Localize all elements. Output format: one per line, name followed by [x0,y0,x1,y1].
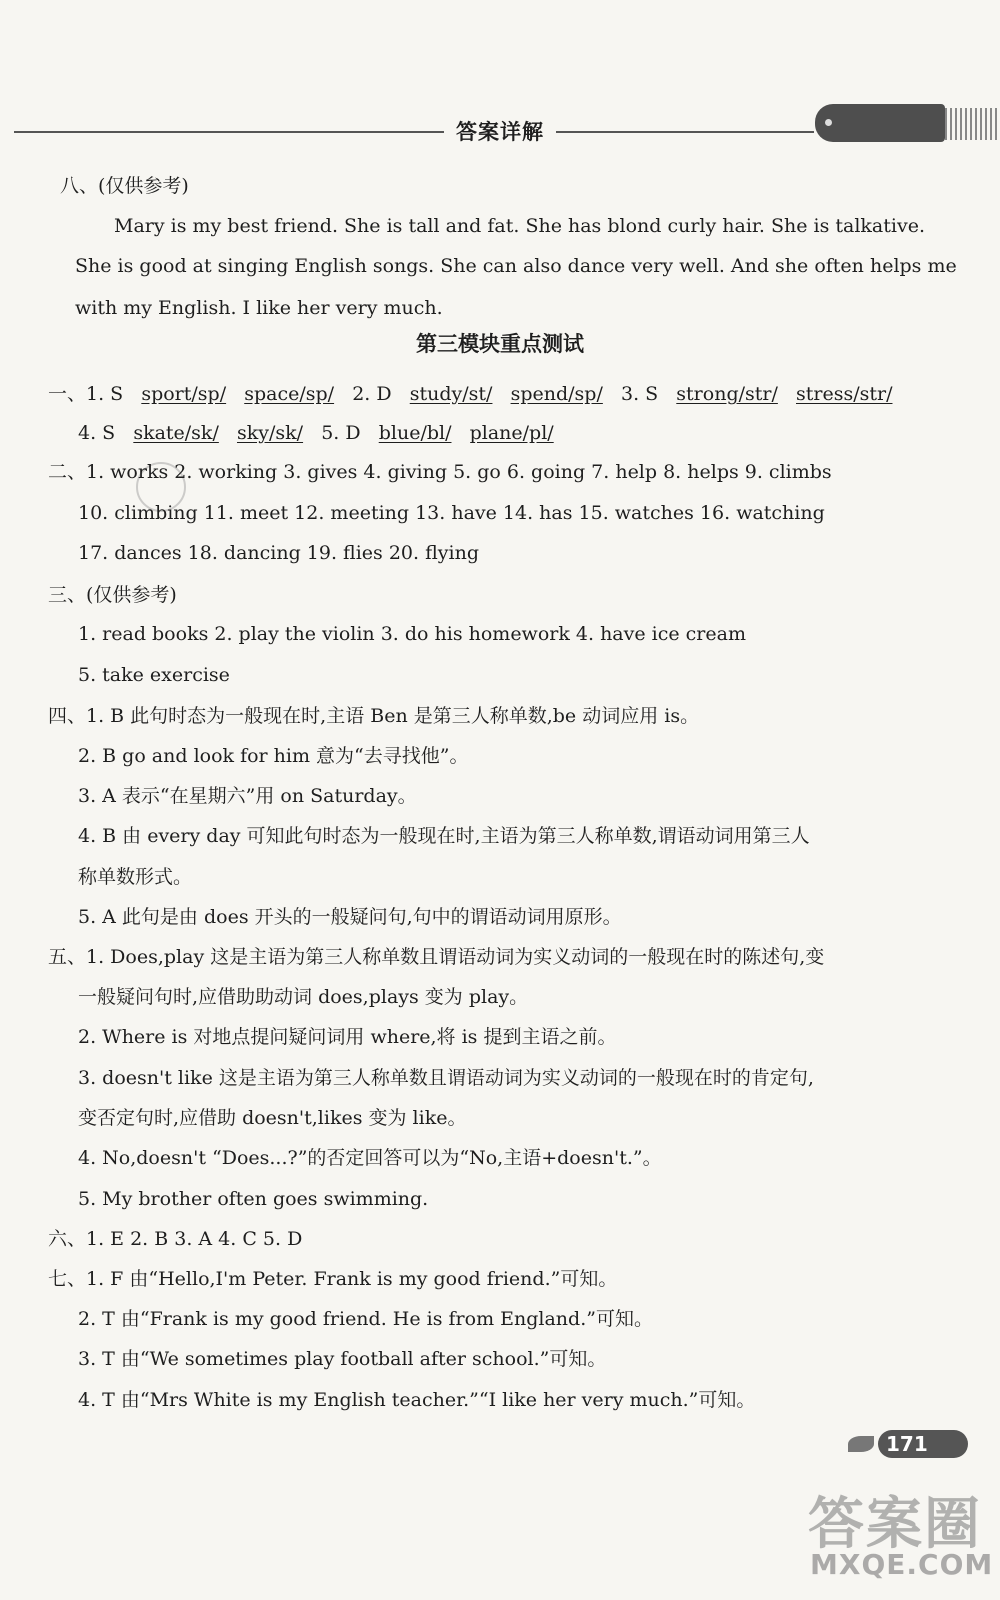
q1-item-label: 一、1. S [48,383,124,405]
q1-line-2 [78,420,554,446]
q1-item-label: 3. S [620,383,659,405]
q1-word: study/st/ [409,383,493,405]
q3-line-1: 1. read books 2. play the violin 3. do his homework 4. have ice cream [78,623,746,645]
section8-line-3: with my English. I like her very much. [75,297,443,319]
module-title: 第三模块重点测试 [416,332,584,356]
page-number: 171 [886,1432,928,1456]
q1-word: sport/sp/ [141,383,227,405]
q1-item-label: 5. D [321,422,361,444]
q1-line-1 [48,381,892,407]
q1-item-label: 2. D [352,383,392,405]
watermark-logo: 答案圈 [808,1492,982,1557]
q4-line-4: 4. B 由 every day 可知此句时态为一般现在时,主语为第三人称单数,谓语动词用第三人 [78,825,810,847]
q1-word: blue/bl/ [378,422,452,444]
q7-line-4: 4. T 由“Mrs White is my English teacher.”“I like her very much.”可知。 [78,1389,756,1411]
section8-line-1: Mary is my best friend. She is tall and fat. She has blond curly hair. She is talkative. [114,215,925,237]
q5-line-6: 4. No,doesn't “Does...?”的否定回答可以为“No,主语+doesn't.”。 [78,1147,662,1169]
header-stripes-decoration [945,108,1000,140]
q5-line-3: 2. Where is 对地点提问疑问词用 where,将 is 提到主语之前。 [78,1026,617,1048]
q4-line-1: 四、1. B 此句时态为一般现在时,主语 Ben 是第三人称单数,be 动词应用 is。 [48,705,700,727]
q7-line-1: 七、1. F 由“Hello,I'm Peter. Frank is my good friend.”可知。 [48,1268,618,1290]
section8-line-2: She is good at singing English songs. She can also dance very well. And she often helps me [75,255,957,277]
q1-word: sky/sk/ [236,422,304,444]
header-tab-decoration [815,104,945,142]
q4-line-2: 2. B go and look for him 意为“去寻找他”。 [78,745,469,767]
q1-word: skate/sk/ [133,422,219,444]
q4-line-6: 5. A 此句是由 does 开头的一般疑问句,句中的谓语动词用原形。 [78,906,622,928]
q6-line: 六、1. E 2. B 3. A 4. C 5. D [48,1228,303,1250]
leaf-icon [848,1436,874,1452]
q1-word: space/sp/ [244,383,335,405]
q1-word: strong/str/ [676,383,778,405]
q5-line-7: 5. My brother often goes swimming. [78,1188,429,1210]
q1-word: stress/str/ [796,383,893,405]
q7-line-3: 3. T 由“We sometimes play football after school.”可知。 [78,1348,607,1370]
q3-heading: 三、(仅供参考) [48,584,177,606]
section8-heading: 八、(仅供参考) [60,175,189,197]
q2-line-2: 10. climbing 11. meet 12. meeting 13. have 14. has 15. watches 16. watching [78,502,825,524]
q4-line-5: 称单数形式。 [78,866,193,888]
q5-line-5: 变否定句时,应借助 doesn't,likes 变为 like。 [78,1107,467,1129]
q1-item-label: 4. S [78,422,116,444]
q1-word: plane/pl/ [469,422,554,444]
q5-line-1: 五、1. Does,play 这是主语为第三人称单数且谓语动词为实义动词的一般现在时的陈述句,变 [48,946,825,968]
q4-line-3: 3. A 表示“在星期六”用 on Saturday。 [78,785,417,807]
q7-line-2: 2. T 由“Frank is my good friend. He is from England.”可知。 [78,1308,653,1330]
header-title: 答案详解 [0,116,1000,146]
page-number-badge [848,1430,968,1458]
q3-line-2: 5. take exercise [78,664,230,686]
q1-word: spend/sp/ [510,383,603,405]
q2-line-1: 二、1. works 2. working 3. gives 4. giving 5. go 6. going 7. help 8. helps 9. climbs [48,461,832,483]
q2-line-3: 17. dances 18. dancing 19. flies 20. flying [78,542,479,564]
q5-line-4: 3. doesn't like 这是主语为第三人称单数且谓语动词为实义动词的一般现在时的肯定句, [78,1067,814,1089]
watermark-url: MXQE.COM [810,1548,994,1581]
q5-line-2: 一般疑问句时,应借助助动词 does,plays 变为 play。 [78,986,529,1008]
